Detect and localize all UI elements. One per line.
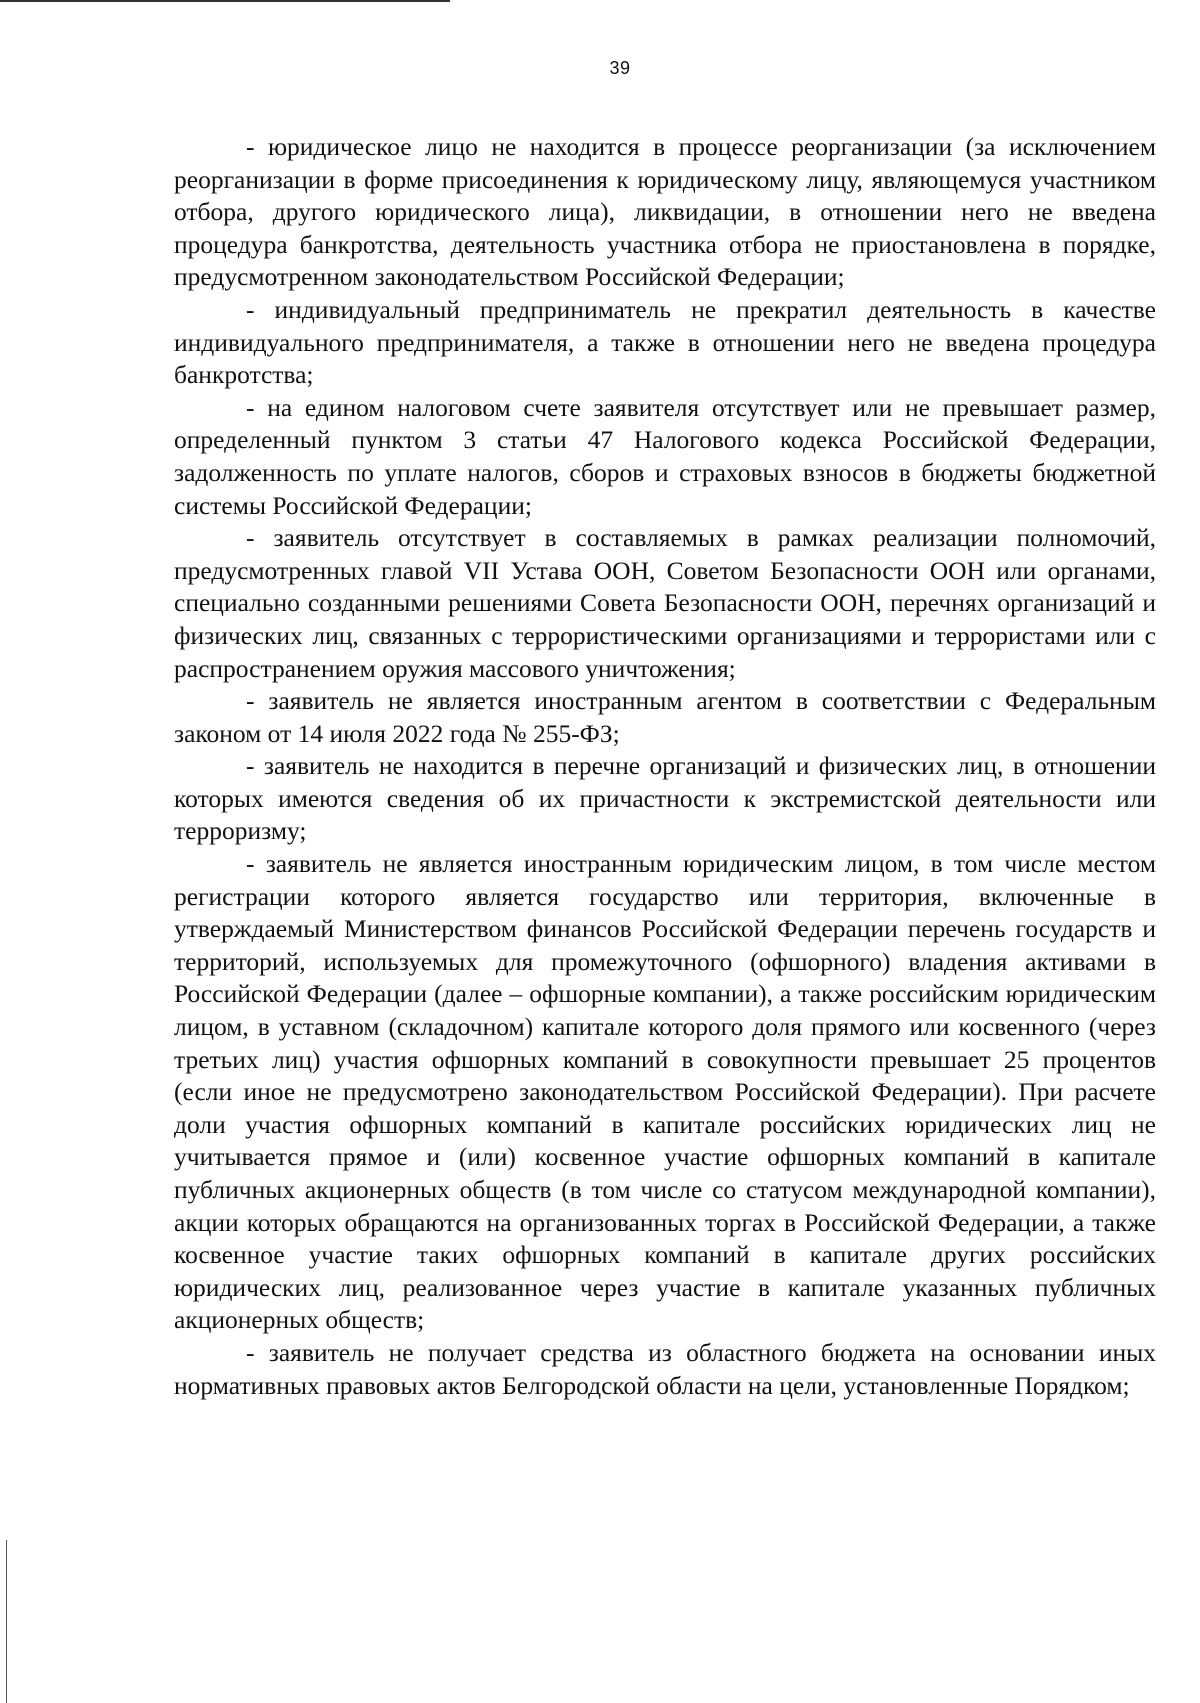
paragraph-regional-budget: - заявитель не получает средства из областного бюджета на основании иных нормативных правовых актов Белгородской области на цели, установленные Порядком; [174,1337,1156,1400]
paragraph-offshore: - заявитель не является иностранным юридическим лицом, в том числе местом регистрации которого является государство или территория, включенные в утверждаемый Министерством финансов Российской Федерации перечень государств и территорий, используемых для промежуточного (офшорного) владения активами в Российской Федерации (далее – офшорные компании), а также российским юридическим лицом, в уставном (складочном) капитале которого доля прямого или косвенного (через третьих лиц) участия офшорных компаний в совокупности превышает 25 процентов (если иное не предусмотрено законодательством Российской Федерации). При расчете доли участия офшорных компаний в капитале российских юридических лиц не учитывается прямое и (или) косвенное участие офшорных компаний в капитале публичных акционерных обществ (в том числе со статусом международной компании), акции которых обращаются на организованных торгах в Российской Федерации, а также косвенное участие таких офшорных компаний в капитале других российских юридических лиц, реализованное через участие в капитале указанных публичных акционерных обществ; [174,849,1156,1335]
paragraph-foreign-agent: - заявитель не является иностранным агентом в соответствии с Федеральным законом от 14 июля 2022 года № 255-ФЗ; [174,686,1156,748]
document-body [174,131,1156,1402]
page-number: 39 [609,58,631,78]
paragraph-extremism: - заявитель не находится в перечне организаций и физических лиц, в отношении которых имеются сведения об их причастности к экстремистской деятельности или терроризму; [174,751,1156,846]
paragraph-entrepreneur: - индивидуальный предприниматель не прекратил деятельность в качестве индивидуального предпринимателя, а также в отношении него не введена процедура банкротства; [174,294,1156,390]
paragraph-reorganization: - юридическое лицо не находится в процессе реорганизации (за исключением реорганизации в форме присоединения к юридическому лицу, являющемуся участником отбора, другого юридического лица), ликвидации, в отношении него не введена процедура банкротства, деятельность участника отбора не приостановлена в порядке, предусмотренном законодательством Российской Федерации; [174,132,1156,292]
scan-edge-top [0,0,450,2]
scan-edge-left [6,1540,7,1703]
paragraph-tax-debt: - на едином налоговом счете заявителя отсутствует или не превышает размер, определенный пунктом 3 статьи 47 Налогового кодекса Российской Федерации, задолженность по уплате налогов, сборов и страховых взносов в бюджеты бюджетной системы Российской Федерации; [174,392,1156,520]
paragraph-un-sanctions: - заявитель отсутствует в составляемых в рамках реализации полномочий, предусмотренных главой VII Устава ООН, Советом Безопасности ООН или органами, специально созданными решениями Совета Безопасности ООН, перечнях организаций и физических лиц, связанных с террористическими организациями и террористами или с распространением оружия массового уничтожения; [174,523,1156,683]
